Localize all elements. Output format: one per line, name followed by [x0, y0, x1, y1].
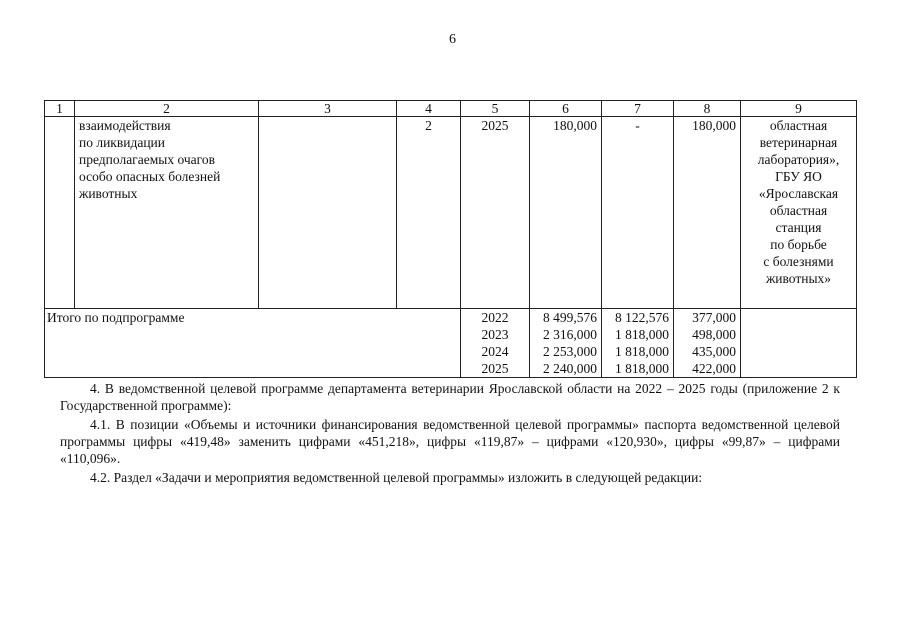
header-row: [45, 101, 857, 117]
executor-line: лаборатория»,: [757, 152, 840, 167]
header-cell: 5: [461, 101, 530, 117]
header-cell: 3: [259, 101, 397, 117]
amount-value: 422,000: [692, 361, 736, 376]
header-cell: 7: [602, 101, 674, 117]
amount-value: 2 240,000: [543, 361, 597, 376]
amount-value: 8 499,576: [543, 310, 597, 325]
year-value: 2024: [481, 344, 509, 359]
amount-value: 435,000: [692, 344, 736, 359]
total-row: [45, 309, 857, 378]
total-col7-cell: [602, 309, 674, 378]
amount-cell: 180,000: [674, 117, 741, 309]
executor-line: ветеринарная: [759, 135, 838, 150]
event-name-line: по ликвидации: [79, 135, 166, 150]
empty-cell: [741, 309, 857, 378]
total-label-cell: Итого по подпрограмме: [45, 309, 461, 378]
amount-cell: -: [602, 117, 674, 309]
page-number: 6: [449, 32, 456, 47]
row-number-cell: [45, 117, 75, 309]
amount-value: 1 818,000: [615, 361, 669, 376]
event-name-cell: [75, 117, 259, 309]
year-cell: 2025: [461, 117, 530, 309]
header-cell: 2: [75, 101, 259, 117]
executor-line: с болезнями: [763, 254, 834, 269]
amount-cell: 180,000: [530, 117, 602, 309]
year-value: 2023: [481, 327, 509, 342]
paragraph: 4.2. Раздел «Задачи и мероприятия ведомственной целевой программы» изложить в следующей редакции:: [90, 470, 703, 485]
executor-cell: [741, 117, 857, 309]
year-value: 2022: [481, 310, 509, 325]
amount-value: 498,000: [692, 327, 736, 342]
header-cell: 9: [741, 101, 857, 117]
total-col8-cell: [674, 309, 741, 378]
event-name-line: особо опасных болезней: [79, 169, 221, 184]
executor-line: «Ярославская: [758, 186, 839, 201]
amount-value: 8 122,576: [615, 310, 669, 325]
event-name-line: предполагаемых очагов: [79, 152, 215, 167]
total-col6-cell: [530, 309, 602, 378]
total-years-cell: [461, 309, 530, 378]
amount-value: 1 818,000: [615, 327, 669, 342]
header-cell: 6: [530, 101, 602, 117]
paragraph: 4.1. В позиции «Объемы и источники финансирования ведомственной целевой программы» паспорта ведомственной целевой программы цифры «419,48» заменить цифрами «451,218», цифры «119,87» – цифрами «120,930», цифры «99,87» – цифрами «110,096».: [60, 417, 840, 466]
year-value: 2025: [481, 361, 509, 376]
amount-value: 2 253,000: [543, 344, 597, 359]
amount-value: 1 818,000: [615, 344, 669, 359]
header-cell: 4: [397, 101, 461, 117]
event-name-line: взаимодействия: [79, 118, 171, 133]
header-cell: 8: [674, 101, 741, 117]
amount-value: 2 316,000: [543, 327, 597, 342]
executor-line: станция: [775, 220, 822, 235]
body-text: [60, 380, 840, 486]
executor-line: ГБУ ЯО: [775, 169, 822, 184]
table-row: [45, 117, 857, 309]
amount-value: 377,000: [692, 310, 736, 325]
empty-cell: [259, 117, 397, 309]
executor-line: по борьбе: [770, 237, 827, 252]
col4-cell: 2: [397, 117, 461, 309]
paragraph: 4. В ведомственной целевой программе департамента ветеринарии Ярославской области на 2022 – 2025 годы (приложение 2 к Государственной программе):: [60, 381, 840, 413]
executor-line: областная: [769, 118, 828, 133]
financing-table: [44, 100, 857, 378]
executor-line: областная: [769, 203, 828, 218]
header-cell: 1: [45, 101, 75, 117]
event-name-line: животных: [79, 186, 138, 201]
executor-line: животных»: [765, 271, 832, 286]
